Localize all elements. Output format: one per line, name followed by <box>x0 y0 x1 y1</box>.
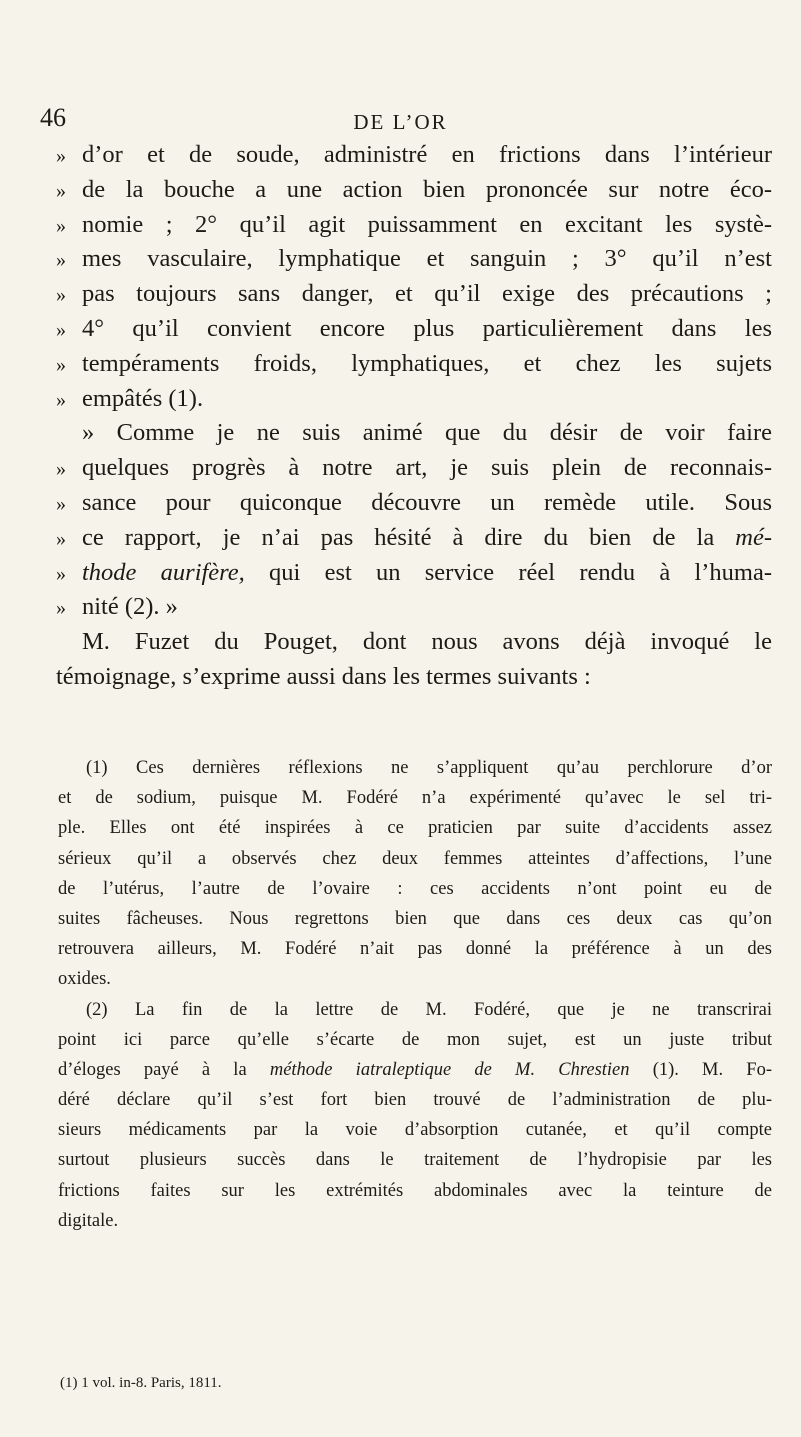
page-number: 46 <box>40 103 66 132</box>
text-line <box>56 451 772 486</box>
main-text <box>56 138 772 695</box>
quote-mark: » <box>56 458 66 481</box>
line-text: d’or et de soude, administré en frictions dans l’intérieur <box>82 141 772 168</box>
text-line <box>56 416 772 451</box>
line-text: nité (2). » <box>82 593 178 621</box>
line-text: quelques progrès à notre art, je suis plein de reconnais- <box>82 454 772 482</box>
footnote-line: de l’utérus, l’autre de l’ovaire : ces accidents n’ont point eu de <box>58 878 772 899</box>
text-line <box>56 625 772 660</box>
line-text: qui est un service réel rendu à l’huma- <box>269 558 772 586</box>
footnotes <box>58 753 772 1236</box>
footnote-line: surtout plusieurs succès dans le traitement de l’hydropisie par les <box>58 1150 772 1171</box>
quote-mark: » <box>56 527 66 550</box>
line-text: » Comme je ne suis animé que du désir de voir faire <box>82 419 772 447</box>
footnote-line: (1) Ces dernières réflexions ne s’appliquent qu’au perchlorure d’or <box>86 758 772 778</box>
footnote-line: ple. Elles ont été inspirées à ce praticien par suite d’accidents assez <box>58 818 772 839</box>
quote-mark: » <box>56 318 66 341</box>
bottom-note: (1) 1 vol. in-8. Paris, 1811. <box>60 1375 222 1391</box>
footnote-line: déré déclare qu’il s’est fort bien trouvé de l’administration de plu- <box>58 1090 772 1111</box>
footnote-line: point ici parce qu’elle s’écarte de mon sujet, est un juste tribut <box>58 1029 772 1050</box>
footnote-text: (1). M. Fo- <box>652 1059 772 1080</box>
footnote-line: retrouvera ailleurs, M. Fodéré n’ait pas donné la préférence à un des <box>58 939 772 960</box>
quote-mark: » <box>56 388 66 411</box>
footnote-line: oxides. <box>58 969 111 990</box>
footnote-line: (2) La fin de la lettre de M. Fodéré, que je ne transcrirai <box>86 999 772 1020</box>
quote-mark: » <box>56 284 66 307</box>
footnote-line: suites fâcheuses. Nous regrettons bien que dans ces deux cas qu’on <box>58 908 772 929</box>
line-text: témoignage, s’exprime aussi dans les termes suivants : <box>56 662 591 690</box>
italic-text: mé- <box>735 523 773 551</box>
quote-mark: » <box>56 562 66 585</box>
quote-mark: » <box>56 214 66 237</box>
footnote-line: frictions faites sur les extrémités abdominales avec la teinture de <box>58 1180 772 1201</box>
line-text: nomie ; 2° qu’il agit puissamment en excitant les systè- <box>82 210 772 238</box>
line-text: 4° qu’il convient encore plus particulièrement dans les <box>82 314 772 342</box>
text-line <box>56 208 772 243</box>
text-line <box>56 660 772 695</box>
text-line <box>56 521 772 556</box>
quote-mark: » <box>56 249 66 272</box>
line-text: ce rapport, je n’ai pas hésité à dire du bien de la <box>82 523 715 551</box>
line-text: tempéraments froids, lymphatiques, et chez les sujets <box>82 349 772 377</box>
line-text: sance pour quiconque découvre un remède utile. Sous <box>82 488 772 516</box>
line-text: pas toujours sans danger, et qu’il exige des précautions ; <box>82 280 772 308</box>
text-line <box>56 382 772 417</box>
italic-text: méthode iatraleptique de M. Chrestien <box>269 1059 630 1080</box>
running-head: DE L’OR <box>353 110 448 134</box>
line-text: M. Fuzet du Pouget, dont nous avons déjà invoqué le <box>82 628 772 656</box>
text-line <box>56 347 772 382</box>
quote-mark: » <box>56 145 66 167</box>
line-text: de la bouche a une action bien prononcée sur notre éco- <box>82 175 772 203</box>
text-line <box>56 556 772 591</box>
italic-text: thode aurifère, <box>82 558 245 586</box>
footnote-line <box>58 1055 772 1085</box>
quote-mark: » <box>56 597 66 620</box>
text-line <box>56 277 772 312</box>
text-line <box>56 242 772 277</box>
footnote-line: digitale. <box>58 1210 119 1231</box>
quote-mark: » <box>56 179 66 202</box>
footnote-line: sieurs médicaments par la voie d’absorption cutanée, et qu’il compte <box>58 1120 772 1141</box>
line-text: empâtés (1). <box>82 384 204 412</box>
quote-mark: » <box>56 492 66 515</box>
line-text: mes vasculaire, lymphatique et sanguin ; 3° qu’il n’est <box>82 245 772 273</box>
footnote-text: d’éloges payé à la <box>58 1059 247 1080</box>
footnote-line: et de sodium, puisque M. Fodéré n’a expérimenté qu’avec le sel tri- <box>58 788 772 809</box>
text-line <box>56 138 772 173</box>
quote-mark: » <box>56 353 66 376</box>
text-line <box>56 486 772 521</box>
text-line <box>56 590 772 625</box>
footnote-line: sérieux qu’il a observés chez deux femmes atteintes d’affections, l’une <box>58 848 772 869</box>
text-line <box>56 312 772 347</box>
text-line <box>56 173 772 208</box>
